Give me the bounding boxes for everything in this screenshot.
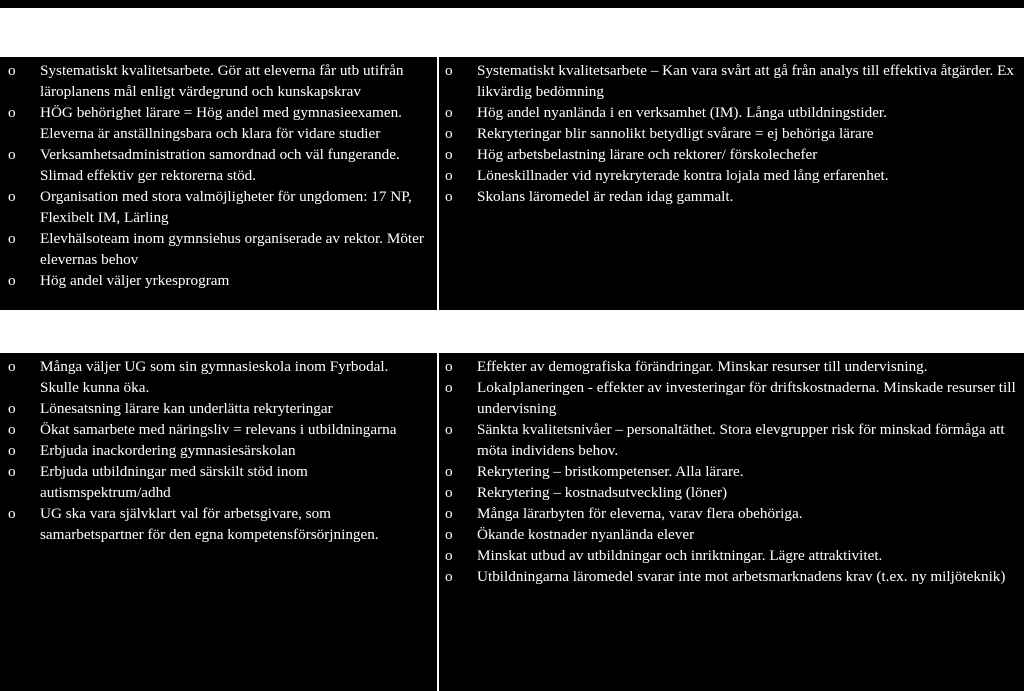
list-item [439, 482, 1018, 503]
list-item [439, 186, 1018, 207]
bullet-glyph: o [8, 400, 16, 417]
bullet-glyph: o [445, 104, 453, 121]
list-item [0, 419, 431, 440]
bullet-glyph: o [8, 358, 16, 375]
list-item-text: Systematiskt kvalitetsarbete – Kan vara svårt att gå från analys till effektiva åtgärder. Ex likvärdig bedömning [477, 62, 1014, 100]
list-item-text: Löneskillnader vid nyrekryterade kontra lojala med lång erfarenhet. [477, 167, 889, 184]
bullet-glyph: o [8, 272, 16, 289]
list-item-text: Lönesatsning lärare kan underlätta rekryteringar [40, 400, 333, 417]
list-item [439, 102, 1018, 123]
list-item-text: Verksamhetsadministration samordnad och väl fungerande. Slimad effektiv ger rektorerna stöd. [40, 146, 400, 184]
list-item [0, 228, 431, 270]
quadrant-bottom-right [439, 353, 1024, 691]
list-item [439, 419, 1018, 461]
bullet-glyph: o [8, 104, 16, 121]
list-item-text: Många lärarbyten för eleverna, varav flera obehöriga. [477, 505, 803, 522]
bullet-glyph: o [445, 568, 453, 585]
list-item [0, 503, 431, 545]
list-item-text: Hög arbetsbelastning lärare och rektorer/ förskolechefer [477, 146, 818, 163]
bullet-glyph: o [445, 62, 453, 79]
list-item-text: Elevhälsoteam inom gymnsiehus organiserade av rektor. Möter elevernas behov [40, 230, 424, 268]
bullet-glyph: o [8, 421, 16, 438]
list-item-text: Sänkta kvalitetsnivåer – personaltäthet. Stora elevgrupper risk för minskad förmåga att möta individens behov. [477, 421, 1005, 459]
bullet-glyph: o [445, 379, 453, 396]
bullet-list-top-right [439, 60, 1018, 207]
quadrant-bottom-left [0, 353, 437, 691]
bullet-list-bottom-left [0, 356, 431, 545]
list-item [439, 503, 1018, 524]
list-item [439, 461, 1018, 482]
list-item-text: Många väljer UG som sin gymnasieskola inom Fyrbodal. Skulle kunna öka. [40, 358, 389, 396]
list-item [439, 566, 1018, 587]
list-item [0, 144, 431, 186]
list-item-text: HÖG behörighet lärare = Hög andel med gymnasieexamen. Eleverna är anställningsbara och klara för vidare studier [40, 104, 402, 142]
bullet-glyph: o [8, 463, 16, 480]
bullet-glyph: o [445, 167, 453, 184]
list-item-text: Effekter av demografiska förändringar. Minskar resurser till undervisning. [477, 358, 928, 375]
list-item-text: Erbjuda utbildningar med särskilt stöd inom autismspektrum/adhd [40, 463, 308, 501]
list-item-text: Systematiskt kvalitetsarbete. Gör att eleverna får utb utifrån läroplanens mål enligt värdegrund och kunskapskrav [40, 62, 404, 100]
bullet-glyph: o [8, 230, 16, 247]
bullet-glyph: o [445, 526, 453, 543]
list-item [0, 398, 431, 419]
list-item-text: UG ska vara självklart val för arbetsgivare, som samarbetspartner för den egna kompetensförsörjningen. [40, 505, 379, 543]
list-item-text: Hög andel väljer yrkesprogram [40, 272, 230, 289]
bullet-glyph: o [445, 484, 453, 501]
bullet-list-bottom-right [439, 356, 1018, 587]
quadrant-top-left [0, 57, 437, 310]
list-item [0, 270, 431, 291]
list-item-text: Ökat samarbete med näringsliv = relevans i utbildningarna [40, 421, 397, 438]
list-item-text: Erbjuda inackordering gymnasiesärskolan [40, 442, 296, 459]
list-item [439, 377, 1018, 419]
list-item [439, 356, 1018, 377]
list-item [0, 356, 431, 398]
list-item [439, 165, 1018, 186]
bullet-glyph: o [445, 463, 453, 480]
list-item-text: Lokalplaneringen - effekter av investeringar för driftskostnaderna. Minskade resurser till undervisning [477, 379, 1016, 417]
bullet-glyph: o [445, 146, 453, 163]
bullet-glyph: o [8, 442, 16, 459]
bullet-list-top-left [0, 60, 431, 291]
bullet-glyph: o [8, 188, 16, 205]
list-item [439, 545, 1018, 566]
list-item-text: Rekryteringar blir sannolikt betydligt svårare = ej behöriga lärare [477, 125, 874, 142]
bullet-glyph: o [445, 505, 453, 522]
list-item [0, 186, 431, 228]
list-item-text: Rekrytering – kostnadsutveckling (löner) [477, 484, 728, 501]
list-item-text: Organisation med stora valmöjligheter för ungdomen: 17 NP, Flexibelt IM, Lärling [40, 188, 412, 226]
bullet-glyph: o [445, 188, 453, 205]
list-item [0, 60, 431, 102]
list-item [439, 144, 1018, 165]
bullet-glyph: o [445, 421, 453, 438]
bullet-glyph: o [8, 146, 16, 163]
list-item-text: Ökande kostnader nyanlända elever [477, 526, 695, 543]
bullet-glyph: o [8, 505, 16, 522]
list-item [439, 60, 1018, 102]
list-item-text: Hög andel nyanlända i en verksamhet (IM). Långa utbildningstider. [477, 104, 887, 121]
top-bar [0, 0, 1024, 8]
bullet-glyph: o [445, 125, 453, 142]
bullet-glyph: o [445, 547, 453, 564]
bullet-glyph: o [445, 358, 453, 375]
list-item [439, 123, 1018, 144]
list-item-text: Minskat utbud av utbildningar och inriktningar. Lägre attraktivitet. [477, 547, 883, 564]
list-item-text: Rekrytering – bristkompetenser. Alla lärare. [477, 463, 744, 480]
quadrant-top-right [439, 57, 1024, 310]
list-item [0, 461, 431, 503]
list-item [439, 524, 1018, 545]
list-item [0, 102, 431, 144]
list-item-text: Skolans läromedel är redan idag gammalt. [477, 188, 734, 205]
list-item [0, 440, 431, 461]
list-item-text: Utbildningarna läromedel svarar inte mot arbetsmarknadens krav (t.ex. ny miljöteknik) [477, 568, 1006, 585]
bullet-glyph: o [8, 62, 16, 79]
